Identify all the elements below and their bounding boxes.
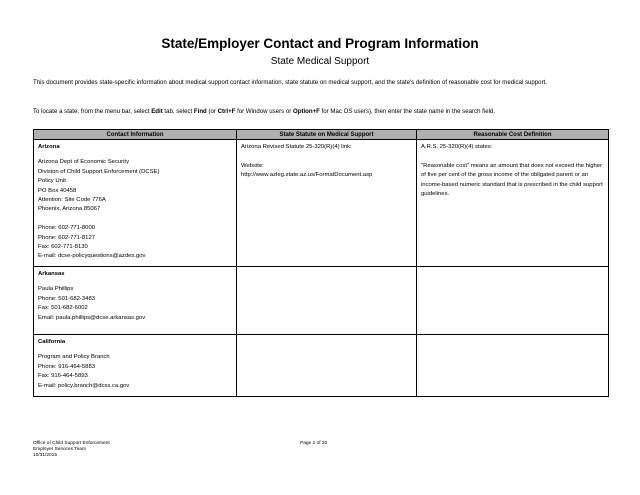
fax-line: Fax: 602-771-8130 bbox=[38, 244, 88, 251]
fax-line: Fax: 501-682-6002 bbox=[38, 305, 88, 312]
footer-line: Employer Services Team bbox=[33, 446, 86, 452]
email-link[interactable]: E-mail: policy.branch@dcss.ca.gov bbox=[38, 382, 130, 389]
header-contact-information: Contact Information bbox=[34, 130, 237, 140]
contact-line: PO Box 40458 bbox=[38, 187, 77, 194]
email-link[interactable]: E-mail: dcse-policyquestions@azdes.gov bbox=[38, 253, 146, 260]
fax-line: Fax: 916-464-5893 bbox=[38, 373, 88, 380]
footer-line: Office of Child Support Enforcement bbox=[33, 441, 110, 446]
statute-cell bbox=[237, 140, 417, 267]
cost-intro: A.R.S. 25-320(R)(4) states: bbox=[421, 144, 493, 150]
email-link[interactable]: Email: paula.phillips@dcse.arkansas.gov bbox=[38, 314, 146, 321]
contact-cell bbox=[34, 140, 237, 267]
contact-line: Division of Child Support Enforcement (DCSE) bbox=[38, 168, 160, 175]
statute-text: Arizona Revised Statute 25-320(R)(4) link: bbox=[241, 144, 352, 150]
contact-line: Attention: Site Code 776A bbox=[38, 197, 106, 204]
table-header-row bbox=[34, 130, 609, 140]
instructions-text: tab, select bbox=[162, 108, 194, 115]
contact-line: Program and Policy Branch bbox=[38, 354, 110, 361]
contact-cell bbox=[34, 335, 237, 397]
instructions-text: for Window users or bbox=[235, 108, 293, 115]
phone-line: Phone: 602-771-8000 bbox=[38, 225, 95, 232]
instructions-find: Find bbox=[193, 108, 207, 115]
contact-line: Policy Unit bbox=[38, 178, 66, 185]
footer-office bbox=[33, 441, 110, 458]
contact-line: Phoenix, Arizona 85067 bbox=[38, 206, 101, 213]
website-label: Website: bbox=[241, 162, 264, 169]
page-subtitle: State Medical Support bbox=[270, 56, 370, 67]
table-row-california bbox=[34, 335, 609, 397]
website-link[interactable]: http://www.azleg.state.az.us/FormatDocument.asp bbox=[241, 172, 373, 179]
intro-paragraph: This document provides state-specific information about medical support contact information, state statute on medical support, and the state's definition of reasonable cost for medical support. bbox=[33, 79, 547, 86]
table-row-arkansas bbox=[34, 267, 609, 335]
instructions-text: To locate a state, from the menu bar, select bbox=[33, 108, 152, 115]
instructions-text: for Mac OS users), then enter the state name in the search field. bbox=[319, 108, 496, 115]
footer-date: 10/31/2015 bbox=[33, 452, 58, 458]
contact-line: Paula Phillips bbox=[38, 286, 74, 293]
state-name: Arkansas bbox=[38, 271, 65, 277]
phone-line: Phone: 916-464-5883 bbox=[38, 363, 95, 370]
page-title: State/Employer Contact and Program Information bbox=[161, 36, 479, 51]
instructions-paragraph bbox=[33, 107, 613, 116]
table-row-arizona bbox=[34, 140, 609, 267]
state-contact-table bbox=[33, 129, 609, 397]
instructions-text: (or bbox=[206, 108, 218, 115]
statute-cell bbox=[237, 267, 417, 335]
cost-cell bbox=[417, 267, 609, 335]
contact-cell bbox=[34, 267, 237, 335]
cost-cell bbox=[417, 335, 609, 397]
state-name: Arizona bbox=[38, 144, 60, 150]
instructions-ctrl-f: Ctrl+F bbox=[217, 108, 236, 115]
page-number: Page 2 of 20 bbox=[300, 441, 328, 446]
instructions-option-f: Option+F bbox=[292, 108, 320, 115]
header-reasonable-cost: Reasonable Cost Definition bbox=[417, 130, 609, 140]
contact-line: Arizona Dept of Economic Security bbox=[38, 159, 130, 166]
header-state-statute: State Statute on Medical Support bbox=[237, 130, 417, 140]
instructions-edit: Edit bbox=[151, 108, 163, 115]
phone-line: Phone: 501-682-3483 bbox=[38, 295, 95, 302]
state-name: California bbox=[38, 339, 66, 345]
statute-cell bbox=[237, 335, 417, 397]
cost-cell bbox=[417, 140, 609, 267]
phone-line: Phone: 602-771-8127 bbox=[38, 234, 95, 241]
cost-definition: "Reasonable cost" means an amount that does not exceed the higher of five per cent of the gross income of the obligated parent or an income-based numeric standard that is prescribed in the child support guidelines. bbox=[421, 162, 603, 198]
